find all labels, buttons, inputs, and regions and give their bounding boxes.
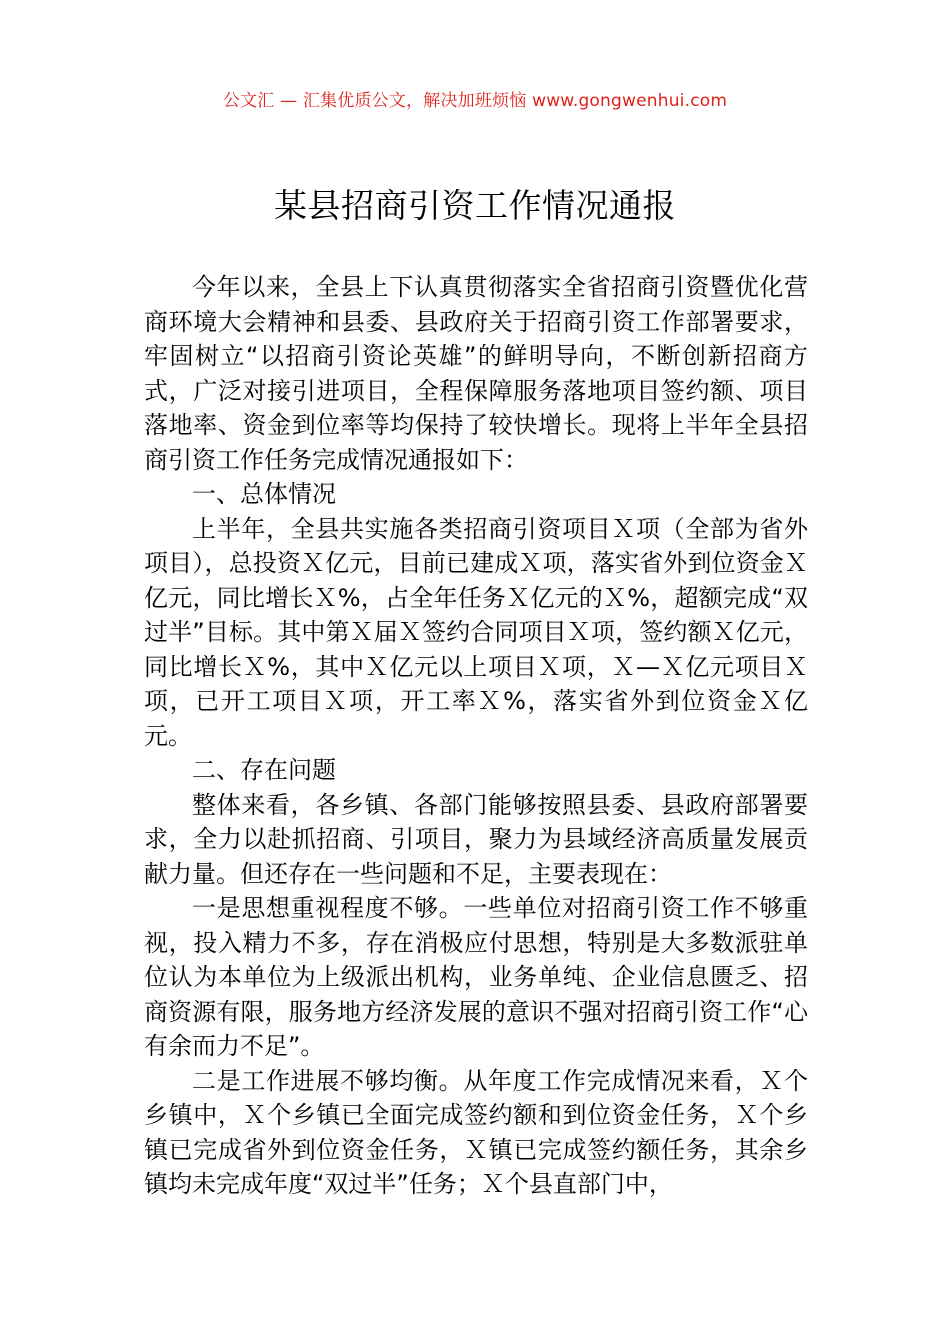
document-title: 某县招商引资工作情况通报 — [274, 186, 676, 225]
problem-one-paragraph: 一是思想重视程度不够。一些单位对招商引资工作不够重视，投入精力不多，存在消极应付思想，特别是大多数派驻单位认为本单位为上级派出机构，业务单纯、企业信息匮乏、招商资源有限，服务地方经济发展的意识不强对招商引资工作“心有余而力不足”。 — [144, 894, 808, 1060]
section-heading-problems: 二、存在问题 — [192, 756, 336, 784]
intro-paragraph: 今年以来，全县上下认真贯彻落实全省招商引资暨优化营商环境大会精神和县委、县政府关于招商引资工作部署要求，牢固树立“以招商引资论英雄”的鲜明导向，不断创新招商方式，广泛对接引进项目，全程保障服务落地项目签约额、项目落地率、资金到位率等均保持了较快增长。现将上半年全县招商引资工作任务完成情况通报如下： — [144, 273, 808, 474]
document-body — [144, 270, 808, 1202]
watermark-banner: 公文汇 — 汇集优质公文，解决加班烦恼 www.gongwenhui.com — [222, 91, 728, 111]
problems-intro-paragraph: 整体来看，各乡镇、各部门能够按照县委、县政府部署要求，全力以赴抓招商、引项目，聚力为县域经济高质量发展贡献力量。但还存在一些问题和不足，主要表现在： — [144, 790, 808, 888]
section-heading-overview: 一、总体情况 — [192, 480, 336, 508]
overview-paragraph: 上半年，全县共实施各类招商引资项目Ｘ项（全部为省外项目），总投资Ｘ亿元，目前已建成Ｘ项，落实省外到位资金Ｘ亿元，同比增长Ｘ%，占全年任务Ｘ亿元的Ｘ%，超额完成“双过半”目标。其中第Ｘ届Ｘ签约合同项目Ｘ项，签约额Ｘ亿元，同比增长Ｘ%，其中Ｘ亿元以上项目Ｘ项，Ｘ—Ｘ亿元项目Ｘ项，已开工项目Ｘ项，开工率Ｘ%，落实省外到位资金Ｘ亿元。 — [144, 514, 808, 750]
problem-two-paragraph: 二是工作进展不够均衡。从年度工作完成情况来看，Ｘ个乡镇中，Ｘ个乡镇已全面完成签约额和到位资金任务，Ｘ个乡镇已完成省外到位资金任务，Ｘ镇已完成签约额任务，其余乡镇均未完成年度“双过半”任务；Ｘ个县直部门中， — [144, 1066, 808, 1198]
